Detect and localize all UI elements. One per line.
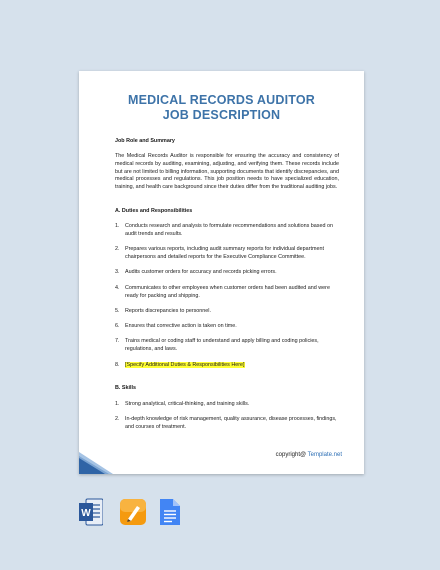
- duty-number: 8.: [115, 362, 120, 368]
- duty-item: Audits customer orders for accuracy and records picking errors.: [125, 269, 277, 275]
- duty-item: Conducts research and analysis to formulate recommendations and solutions based on audit trends and results.: [125, 223, 333, 237]
- copyright-prefix: copyright@: [275, 452, 307, 458]
- word-icon[interactable]: [79, 497, 103, 527]
- duty-item: Reports discrepancies to personnel.: [125, 308, 211, 314]
- duty-item: Prepares various reports, including audit summary reports for individual department chairpersons and detailed reports for the Executive Compliance Committee.: [125, 246, 324, 260]
- duty-item: Ensures that corrective action is taken on time.: [125, 323, 237, 329]
- skill-number: 1.: [115, 401, 120, 407]
- skill-number: 2.: [115, 416, 120, 422]
- duty-number: 7.: [115, 338, 120, 344]
- placeholder-highlight: [Specify Additional Duties & Responsibilities Here]: [125, 362, 245, 368]
- duty-item: Trains medical or coding staff to understand and apply billing and coding policies, regulations, and laws.: [125, 338, 319, 352]
- duty-number: 6.: [115, 323, 120, 329]
- summary-paragraph: The Medical Records Auditor is responsible for ensuring the accuracy and consistency of medical records by auditing, examining, adjusting, and verifying them. These records include but are not limited to billing information, supporting documents that identify discrepancies, and medical processes and regulations. This job position needs to have specialized education, training, and health care background since their duties differ from the traditional auditing jobs.: [115, 153, 339, 191]
- doc-title-line2: JOB DESCRIPTION: [162, 108, 281, 122]
- duty-item: Communicates to other employees when customer orders had been audited and were ready for packing and shipping.: [125, 285, 330, 299]
- doc-title-line1: MEDICAL RECORDS AUDITOR: [127, 93, 316, 107]
- duty-number: 3.: [115, 269, 120, 275]
- summary-heading: Job Role and Summary: [115, 138, 175, 144]
- duty-number: 5.: [115, 308, 120, 314]
- skill-item: In-depth knowledge of risk management, quality assurance, disease processes, findings, and courses of treatment.: [125, 416, 337, 430]
- section-a-heading: A. Duties and Responsibilities: [115, 208, 193, 214]
- svg-text:W: W: [81, 508, 91, 519]
- corner-decoration: [79, 452, 113, 474]
- pages-icon[interactable]: [120, 497, 146, 527]
- section-b-heading: B. Skills: [115, 385, 136, 391]
- duty-item-wrapper: [125, 362, 245, 370]
- duty-number: 2.: [115, 246, 120, 252]
- duty-number: 1.: [115, 223, 120, 229]
- copyright-notice: [276, 452, 342, 458]
- skill-item: Strong analytical, critical-thinking, and training skills.: [125, 401, 250, 407]
- google-docs-icon[interactable]: [160, 497, 180, 527]
- duty-number: 4.: [115, 285, 120, 291]
- brand-name: Template.net: [306, 452, 342, 458]
- document-page: [79, 71, 364, 474]
